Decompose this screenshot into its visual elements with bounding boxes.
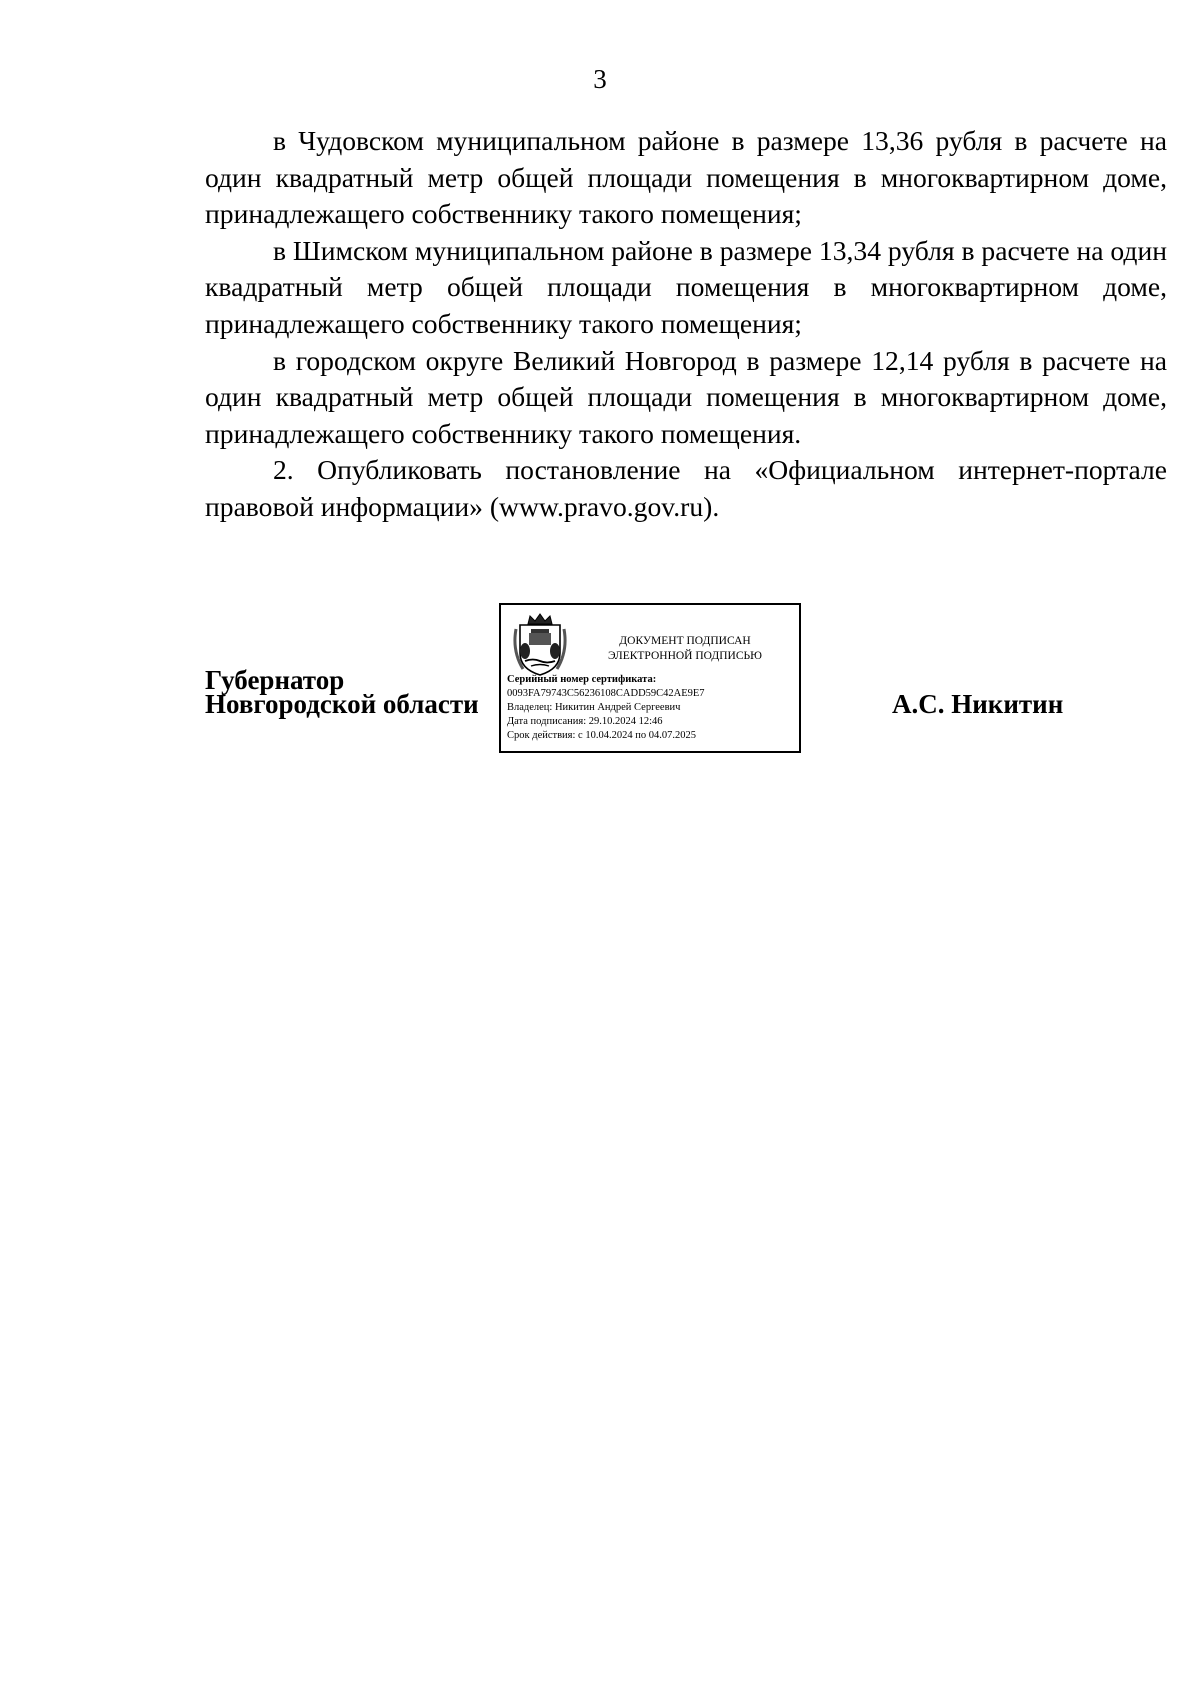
signing-date: Дата подписания: 29.10.2024 12:46 — [507, 716, 663, 727]
signer-title — [205, 665, 479, 719]
paragraph-shimsk: в Шимском муниципальном районе в размере 13,34 рубля в расчете на один квадратный метр общей площади помещения в многоквартирном доме, принадлежащего собственнику такого помещения; — [205, 234, 1167, 339]
stamp-heading — [575, 634, 795, 664]
paragraph-publication: 2. Опубликовать постановление на «Официальном интернет-портале правовой информации» (www.pravo.gov.ru). — [205, 454, 1167, 522]
paragraph-chudovo: в Чудовском муниципальном районе в размере 13,36 рубля в расчете на один квадратный метр общей площади помещения в многоквартирном доме, принадлежащего собственнику такого помещения; — [205, 125, 1167, 230]
certificate-serial-label: Серийный номер сертификата: — [507, 674, 657, 685]
novgorod-coat-of-arms-icon — [511, 613, 569, 677]
stamp-heading-line1: ДОКУМЕНТ ПОДПИСАН — [619, 635, 751, 647]
document-body — [205, 123, 1167, 526]
page-number: 3 — [593, 64, 607, 94]
paragraph-veliky-novgorod: в городском округе Великий Новгород в размере 12,14 рубля в расчете на один квадратный метр общей площади помещения в многоквартирном доме, принадлежащего собственнику такого помещения. — [205, 344, 1167, 449]
signer-title-line2: Новгородской области — [205, 689, 479, 719]
electronic-signature-stamp — [499, 603, 801, 753]
stamp-heading-line2: ЭЛЕКТРОННОЙ ПОДПИСЬЮ — [608, 650, 762, 662]
signer-name: А.С. Никитин — [892, 689, 1064, 719]
certificate-validity: Срок действия: с 10.04.2024 по 04.07.2025 — [507, 730, 696, 741]
stamp-details — [507, 673, 797, 743]
signer-title-line1: Губернатор — [205, 665, 345, 695]
certificate-serial-number: 0093FA79743C56236108CADD59C42AE9E7 — [507, 688, 705, 699]
certificate-owner: Владелец: Никитин Андрей Сергеевич — [507, 702, 681, 713]
